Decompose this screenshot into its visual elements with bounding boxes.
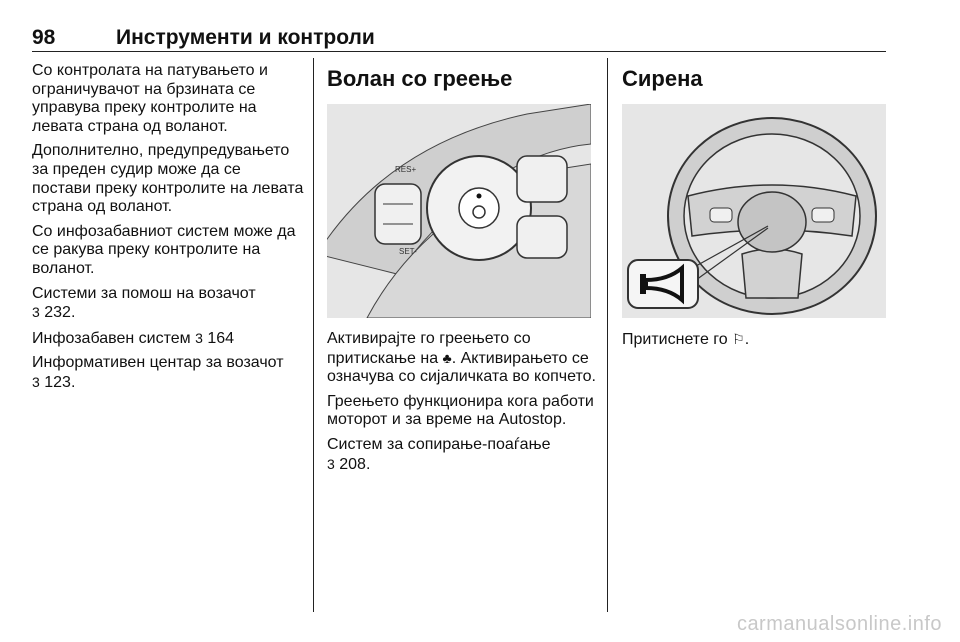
ref-page[interactable]: 164	[207, 329, 235, 347]
ref-text: Системи за помош на возачот	[32, 284, 256, 302]
column-3	[622, 62, 890, 356]
heated-steering-wheel-icon: ♣	[442, 349, 452, 366]
ref-text: Инфозабавен систем	[32, 329, 191, 347]
page-header	[32, 26, 886, 52]
paragraph-activate-heating: Активирајте го греењето со притискање на ♣. Активирањето се означува со сијаличката во копчето.	[327, 330, 596, 386]
column-1	[32, 62, 304, 399]
steering-controls-drawing	[327, 104, 591, 318]
page-number: 98	[32, 26, 56, 49]
paragraph-stop-start-ref	[327, 436, 599, 474]
section-title-horn: Сирена	[622, 66, 703, 91]
ref-page[interactable]: 123.	[44, 373, 76, 391]
ref-arrow-icon: 3	[327, 455, 335, 472]
footer-watermark: carmanualsonline.info	[736, 613, 942, 635]
paragraph-heating-operation: Греењето функционира кога работи моторот и за време на Autostop.	[327, 392, 594, 429]
ref-page[interactable]: 232.	[44, 304, 76, 322]
horn-wheel-drawing	[622, 104, 886, 318]
steering-wheel-horn-illustration	[622, 104, 886, 318]
section-title-heated-wheel: Волан со греење	[327, 66, 513, 91]
ref-page[interactable]: 208.	[339, 455, 371, 473]
paragraph-cruise-control: Со контролата на патувањето и ограничувачот на брзината се управува преку контролите на левата страна од воланот.	[32, 62, 268, 135]
column-divider-1	[313, 58, 314, 612]
paragraph-infotainment: Со инфозабавниот систем може да се ракува преку контролите на воланот.	[32, 222, 296, 277]
ref-arrow-icon: 3	[32, 373, 40, 390]
paragraph-collision-alert: Дополнително, предупредувањето за преден судир може да се постави преку контролите на левата страна од воланот.	[32, 142, 304, 216]
ref-text: Систем за сопирање-поаѓање	[327, 435, 551, 453]
ref-arrow-icon: 3	[32, 304, 40, 321]
ref-arrow-icon: 3	[195, 329, 203, 346]
horn-icon: ⚐	[732, 331, 745, 347]
paragraph-driver-info-ref	[32, 354, 304, 392]
page-title: Инструменти и контроли	[116, 26, 375, 49]
svg-text:RES+: RES+	[395, 165, 417, 174]
paragraph-driver-assist-ref	[32, 285, 304, 323]
column-divider-2	[607, 58, 608, 612]
paragraph-press-horn: Притиснете го ⚐.	[622, 331, 750, 348]
header-rule	[32, 51, 886, 52]
ref-text: Информативен центар за возачот	[32, 354, 284, 372]
svg-text:SET-: SET-	[399, 247, 417, 256]
column-2	[327, 62, 599, 480]
steering-wheel-controls-illustration	[327, 104, 591, 318]
paragraph-infotainment-ref	[32, 329, 304, 349]
